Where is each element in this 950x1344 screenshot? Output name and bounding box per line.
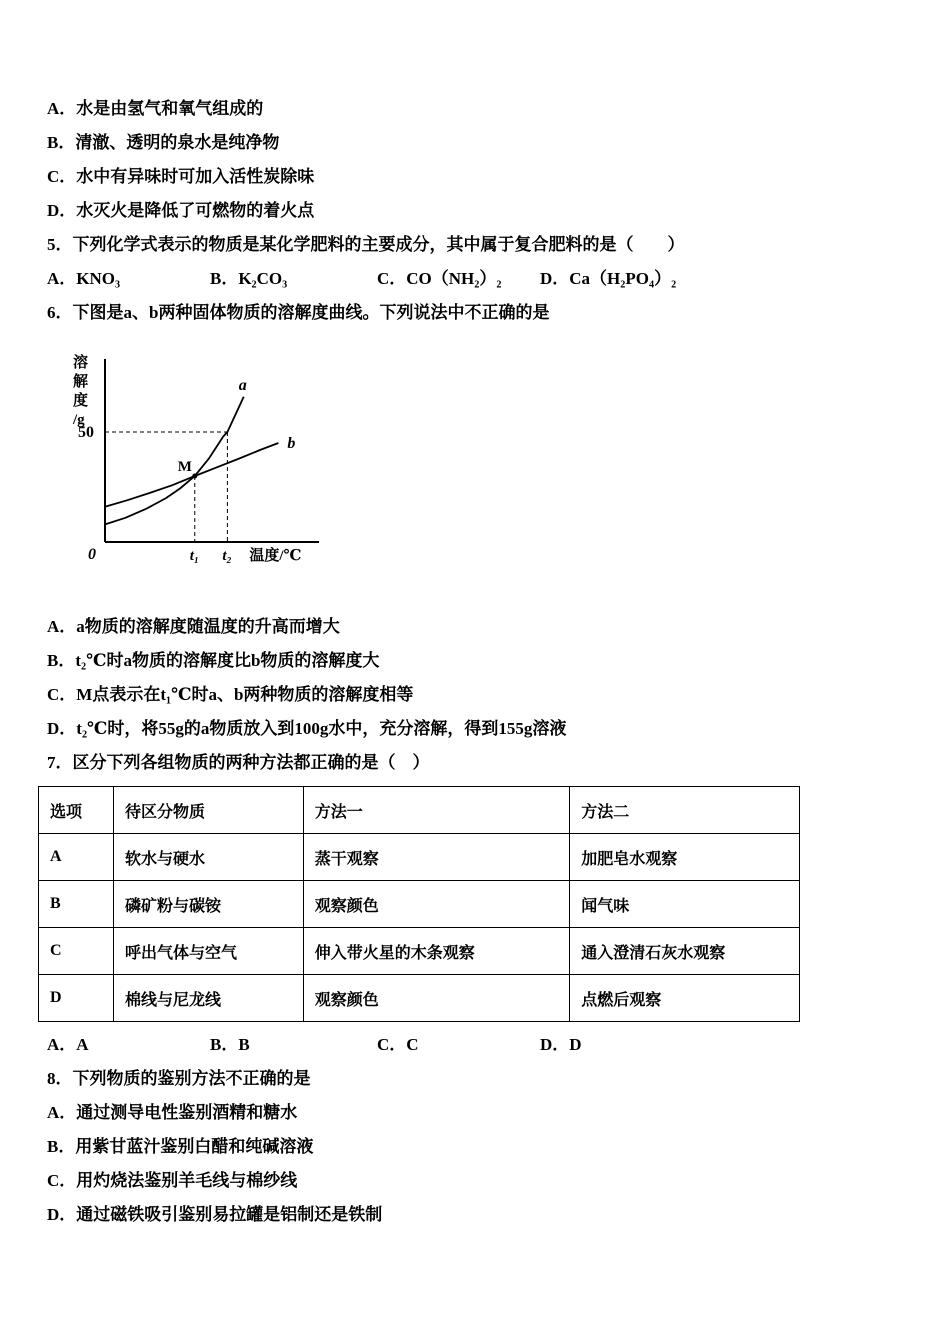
- q7-stem: 7．区分下列各组物质的两种方法都正确的是（ ）: [47, 753, 430, 772]
- q8-option-c: C．用灼烧法鉴别羊毛线与棉纱线: [47, 1171, 298, 1190]
- table-cell: 加肥皂水观察: [570, 834, 800, 881]
- table-header-row: [39, 787, 800, 834]
- q4-option-c: C．水中有异味时可加入活性炭除味: [47, 167, 315, 186]
- svg-text:温度/℃: 温度/℃: [249, 548, 302, 564]
- q6-option-b: B．t₂℃时a物质的溶解度比b物质的溶解度大: [47, 651, 380, 670]
- q6-option-d: D．t₂℃时，将55g的a物质放入到100g水中，充分溶解，得到155g溶液: [47, 719, 567, 738]
- q6-stem: 6．下图是a、b两种固体物质的溶解度曲线。下列说法中不正确的是: [47, 303, 550, 322]
- q8-option-a: A．通过测导电性鉴别酒精和糖水: [47, 1103, 298, 1122]
- table-cell: 软水与硬水: [113, 834, 303, 881]
- table-cell: 闻气味: [570, 881, 800, 928]
- table-header-cell: 待区分物质: [113, 787, 303, 834]
- table-cell: A: [39, 834, 114, 881]
- q5-option-c: C．CO（NH₂）₂: [377, 269, 502, 288]
- q5-option-a: A．KNO₃: [47, 269, 121, 288]
- svg-text:度: 度: [73, 393, 89, 409]
- q7-answer-d: D．D: [540, 1035, 582, 1054]
- table-row: [39, 881, 800, 928]
- q8-option-d: D．通过磁铁吸引鉴别易拉罐是铝制还是铁制: [47, 1205, 383, 1224]
- q5-options-row: [47, 268, 895, 289]
- svg-text:t₂: t₂: [222, 548, 232, 564]
- svg-text:a: a: [238, 376, 247, 394]
- q7-table: [38, 786, 800, 1022]
- q4-option-d: D．水灭火是降低了可燃物的着火点: [47, 201, 315, 220]
- q7-answer-c: C．C: [377, 1035, 419, 1054]
- svg-text:/g: /g: [73, 412, 85, 428]
- q6-option-c: C．M点表示在t₁℃时a、b两种物质的溶解度相等: [47, 685, 414, 704]
- table-cell: 伸入带火星的木条观察: [303, 928, 570, 975]
- q4-option-b: B．清澈、透明的泉水是纯净物: [47, 133, 280, 152]
- table-cell: B: [39, 881, 114, 928]
- svg-text:0: 0: [88, 546, 96, 563]
- q8-option-b: B．用紫甘蓝汁鉴别白醋和纯碱溶液: [47, 1137, 314, 1156]
- table-row: [39, 834, 800, 881]
- svg-text:b: b: [287, 435, 296, 452]
- table-cell: 通入澄清石灰水观察: [570, 928, 800, 975]
- svg-text:M: M: [177, 459, 192, 475]
- solubility-curve-chart: [57, 337, 337, 571]
- svg-text:溶: 溶: [73, 355, 89, 371]
- q7-answer-a: A．A: [47, 1035, 89, 1054]
- q5-option-d: D．Ca（H₂PO₄）₂: [540, 269, 677, 288]
- table-cell: C: [39, 928, 114, 975]
- table-row: [39, 975, 800, 1022]
- table-cell: 点燃后观察: [570, 975, 800, 1022]
- q6-option-a: A．a物质的溶解度随温度的升高而增大: [47, 617, 340, 636]
- table-cell: 磷矿粉与碳铵: [113, 881, 303, 928]
- table-cell: 观察颜色: [303, 975, 570, 1022]
- table-header-cell: 选项: [39, 787, 114, 834]
- q5-stem: 5．下列化学式表示的物质是某化学肥料的主要成分，其中属于复合肥料的是（ ）: [47, 235, 685, 254]
- q7-answers-row: [47, 1034, 895, 1055]
- table-cell: 蒸干观察: [303, 834, 570, 881]
- table-cell: 观察颜色: [303, 881, 570, 928]
- table-header-cell: 方法二: [570, 787, 800, 834]
- table-header-cell: 方法一: [303, 787, 570, 834]
- table-cell: D: [39, 975, 114, 1022]
- svg-text:t₁: t₁: [189, 548, 200, 564]
- q8-stem: 8．下列物质的鉴别方法不正确的是: [47, 1069, 311, 1088]
- q7-answer-b: B．B: [210, 1035, 250, 1054]
- svg-text:解: 解: [73, 374, 89, 390]
- q4-option-a: A．水是由氢气和氧气组成的: [47, 99, 264, 118]
- table-cell: 棉线与尼龙线: [113, 975, 303, 1022]
- table-cell: 呼出气体与空气: [113, 928, 303, 975]
- q5-option-b: B．K₂CO₃: [210, 269, 288, 288]
- table-row: [39, 928, 800, 975]
- svg-text:50: 50: [78, 424, 94, 441]
- solubility-chart-figure: [57, 337, 895, 576]
